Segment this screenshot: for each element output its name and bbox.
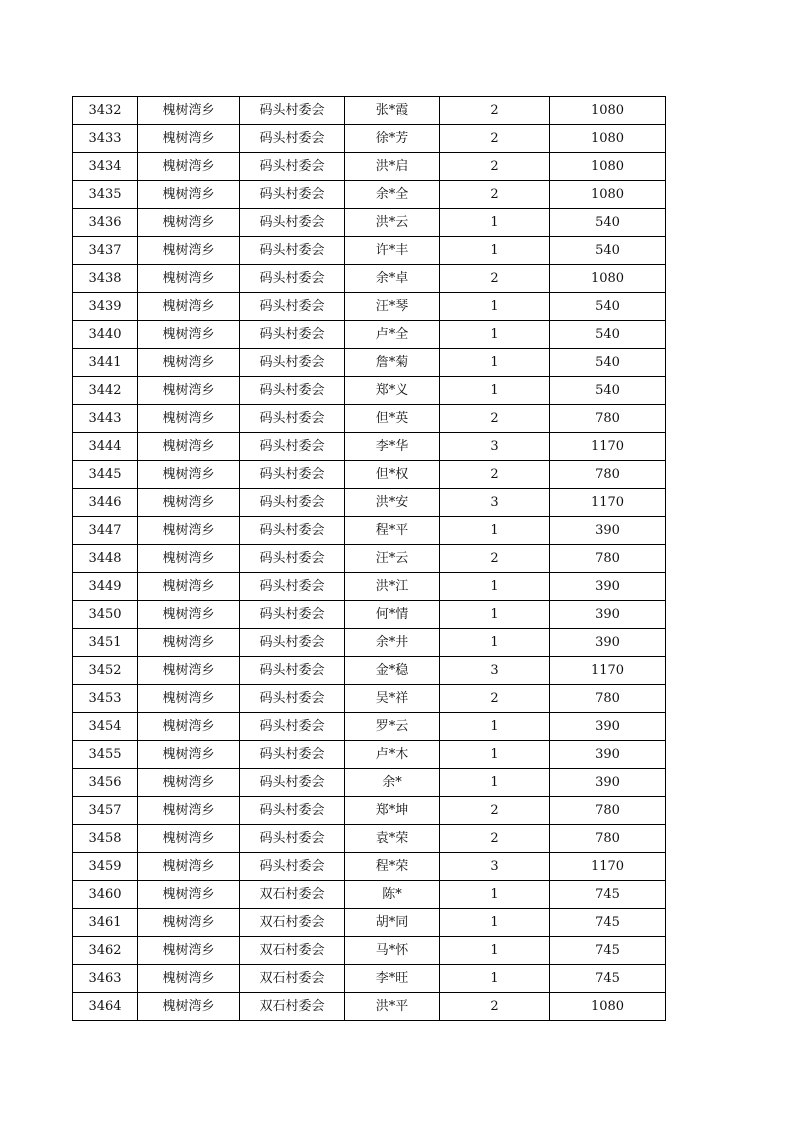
cell-amount: 780 xyxy=(550,825,666,853)
cell-amount: 390 xyxy=(550,601,666,629)
cell-name: 洪*安 xyxy=(345,489,440,517)
cell-village: 码头村委会 xyxy=(240,797,345,825)
cell-seq: 3445 xyxy=(73,461,138,489)
cell-seq: 3433 xyxy=(73,125,138,153)
table-row xyxy=(73,713,666,741)
cell-amount: 540 xyxy=(550,293,666,321)
cell-name: 汪*云 xyxy=(345,545,440,573)
cell-amount: 540 xyxy=(550,209,666,237)
cell-count: 3 xyxy=(440,853,550,881)
cell-town: 槐树湾乡 xyxy=(138,601,240,629)
cell-name: 程*平 xyxy=(345,517,440,545)
table-row xyxy=(73,881,666,909)
cell-name: 郑*义 xyxy=(345,377,440,405)
cell-village: 码头村委会 xyxy=(240,741,345,769)
table-row xyxy=(73,349,666,377)
cell-amount: 1080 xyxy=(550,265,666,293)
cell-count: 3 xyxy=(440,657,550,685)
cell-amount: 780 xyxy=(550,545,666,573)
cell-amount: 1080 xyxy=(550,181,666,209)
cell-count: 1 xyxy=(440,237,550,265)
cell-town: 槐树湾乡 xyxy=(138,293,240,321)
cell-seq: 3457 xyxy=(73,797,138,825)
cell-name: 洪*云 xyxy=(345,209,440,237)
cell-town: 槐树湾乡 xyxy=(138,489,240,517)
cell-seq: 3451 xyxy=(73,629,138,657)
cell-town: 槐树湾乡 xyxy=(138,321,240,349)
cell-amount: 390 xyxy=(550,573,666,601)
cell-seq: 3461 xyxy=(73,909,138,937)
table-row xyxy=(73,517,666,545)
cell-seq: 3447 xyxy=(73,517,138,545)
table-row xyxy=(73,909,666,937)
cell-town: 槐树湾乡 xyxy=(138,741,240,769)
cell-town: 槐树湾乡 xyxy=(138,517,240,545)
cell-count: 2 xyxy=(440,125,550,153)
cell-name: 徐*芳 xyxy=(345,125,440,153)
cell-seq: 3440 xyxy=(73,321,138,349)
cell-amount: 745 xyxy=(550,965,666,993)
cell-count: 2 xyxy=(440,181,550,209)
cell-amount: 390 xyxy=(550,741,666,769)
table-row xyxy=(73,237,666,265)
cell-town: 槐树湾乡 xyxy=(138,629,240,657)
table-row xyxy=(73,293,666,321)
table-row xyxy=(73,377,666,405)
cell-town: 槐树湾乡 xyxy=(138,797,240,825)
cell-seq: 3454 xyxy=(73,713,138,741)
cell-town: 槐树湾乡 xyxy=(138,461,240,489)
cell-amount: 1170 xyxy=(550,433,666,461)
cell-count: 3 xyxy=(440,433,550,461)
table-row xyxy=(73,265,666,293)
cell-town: 槐树湾乡 xyxy=(138,237,240,265)
cell-village: 码头村委会 xyxy=(240,321,345,349)
cell-seq: 3460 xyxy=(73,881,138,909)
table-row xyxy=(73,825,666,853)
table-row xyxy=(73,405,666,433)
cell-town: 槐树湾乡 xyxy=(138,965,240,993)
cell-count: 2 xyxy=(440,685,550,713)
table-row xyxy=(73,741,666,769)
cell-village: 码头村委会 xyxy=(240,405,345,433)
cell-name: 李*华 xyxy=(345,433,440,461)
cell-name: 詹*菊 xyxy=(345,349,440,377)
cell-village: 码头村委会 xyxy=(240,265,345,293)
cell-count: 2 xyxy=(440,461,550,489)
cell-count: 1 xyxy=(440,909,550,937)
cell-name: 李*旺 xyxy=(345,965,440,993)
table-row xyxy=(73,993,666,1021)
table-row xyxy=(73,321,666,349)
cell-name: 张*霞 xyxy=(345,97,440,125)
cell-town: 槐树湾乡 xyxy=(138,209,240,237)
cell-name: 郑*坤 xyxy=(345,797,440,825)
cell-name: 马*怀 xyxy=(345,937,440,965)
cell-seq: 3464 xyxy=(73,993,138,1021)
table-row xyxy=(73,433,666,461)
cell-count: 1 xyxy=(440,937,550,965)
cell-amount: 540 xyxy=(550,237,666,265)
cell-amount: 1080 xyxy=(550,993,666,1021)
cell-seq: 3448 xyxy=(73,545,138,573)
table-row xyxy=(73,853,666,881)
cell-town: 槐树湾乡 xyxy=(138,853,240,881)
cell-village: 码头村委会 xyxy=(240,181,345,209)
cell-name: 程*荣 xyxy=(345,853,440,881)
cell-village: 码头村委会 xyxy=(240,433,345,461)
cell-count: 2 xyxy=(440,153,550,181)
cell-town: 槐树湾乡 xyxy=(138,153,240,181)
cell-village: 码头村委会 xyxy=(240,349,345,377)
table-row xyxy=(73,937,666,965)
cell-town: 槐树湾乡 xyxy=(138,769,240,797)
table-row xyxy=(73,629,666,657)
cell-name: 陈* xyxy=(345,881,440,909)
cell-village: 码头村委会 xyxy=(240,237,345,265)
cell-seq: 3459 xyxy=(73,853,138,881)
cell-count: 1 xyxy=(440,601,550,629)
cell-village: 双石村委会 xyxy=(240,993,345,1021)
cell-village: 码头村委会 xyxy=(240,573,345,601)
cell-village: 码头村委会 xyxy=(240,713,345,741)
cell-name: 汪*琴 xyxy=(345,293,440,321)
cell-amount: 1080 xyxy=(550,153,666,181)
cell-village: 码头村委会 xyxy=(240,853,345,881)
cell-amount: 780 xyxy=(550,797,666,825)
cell-village: 码头村委会 xyxy=(240,293,345,321)
cell-seq: 3453 xyxy=(73,685,138,713)
cell-amount: 745 xyxy=(550,909,666,937)
cell-seq: 3441 xyxy=(73,349,138,377)
cell-village: 码头村委会 xyxy=(240,209,345,237)
cell-village: 码头村委会 xyxy=(240,685,345,713)
cell-amount: 780 xyxy=(550,405,666,433)
cell-town: 槐树湾乡 xyxy=(138,713,240,741)
cell-town: 槐树湾乡 xyxy=(138,181,240,209)
cell-count: 1 xyxy=(440,321,550,349)
cell-town: 槐树湾乡 xyxy=(138,993,240,1021)
table-row xyxy=(73,797,666,825)
cell-seq: 3462 xyxy=(73,937,138,965)
cell-amount: 780 xyxy=(550,685,666,713)
table-row xyxy=(73,209,666,237)
cell-count: 1 xyxy=(440,517,550,545)
cell-amount: 745 xyxy=(550,881,666,909)
cell-seq: 3458 xyxy=(73,825,138,853)
cell-village: 码头村委会 xyxy=(240,629,345,657)
cell-count: 2 xyxy=(440,825,550,853)
cell-village: 双石村委会 xyxy=(240,881,345,909)
cell-name: 但*英 xyxy=(345,405,440,433)
cell-seq: 3437 xyxy=(73,237,138,265)
cell-seq: 3455 xyxy=(73,741,138,769)
cell-town: 槐树湾乡 xyxy=(138,97,240,125)
cell-amount: 1170 xyxy=(550,657,666,685)
cell-amount: 780 xyxy=(550,461,666,489)
cell-count: 2 xyxy=(440,797,550,825)
table-row xyxy=(73,545,666,573)
cell-seq: 3463 xyxy=(73,965,138,993)
cell-count: 1 xyxy=(440,881,550,909)
cell-name: 但*权 xyxy=(345,461,440,489)
cell-seq: 3439 xyxy=(73,293,138,321)
cell-village: 码头村委会 xyxy=(240,517,345,545)
cell-town: 槐树湾乡 xyxy=(138,909,240,937)
cell-seq: 3442 xyxy=(73,377,138,405)
cell-village: 码头村委会 xyxy=(240,825,345,853)
cell-count: 1 xyxy=(440,741,550,769)
cell-amount: 540 xyxy=(550,321,666,349)
cell-name: 余* xyxy=(345,769,440,797)
cell-count: 1 xyxy=(440,965,550,993)
table-row xyxy=(73,97,666,125)
cell-amount: 745 xyxy=(550,937,666,965)
cell-village: 码头村委会 xyxy=(240,461,345,489)
cell-town: 槐树湾乡 xyxy=(138,545,240,573)
cell-name: 袁*荣 xyxy=(345,825,440,853)
cell-amount: 390 xyxy=(550,713,666,741)
cell-count: 1 xyxy=(440,349,550,377)
table-row xyxy=(73,601,666,629)
roster-table-body xyxy=(73,97,666,1021)
cell-count: 2 xyxy=(440,97,550,125)
cell-village: 码头村委会 xyxy=(240,545,345,573)
cell-village: 码头村委会 xyxy=(240,377,345,405)
cell-count: 2 xyxy=(440,265,550,293)
cell-name: 胡*同 xyxy=(345,909,440,937)
cell-town: 槐树湾乡 xyxy=(138,265,240,293)
cell-name: 余*全 xyxy=(345,181,440,209)
cell-seq: 3432 xyxy=(73,97,138,125)
cell-count: 3 xyxy=(440,489,550,517)
cell-town: 槐树湾乡 xyxy=(138,433,240,461)
cell-town: 槐树湾乡 xyxy=(138,881,240,909)
table-row xyxy=(73,125,666,153)
cell-count: 1 xyxy=(440,713,550,741)
cell-count: 2 xyxy=(440,545,550,573)
table-row xyxy=(73,489,666,517)
cell-count: 1 xyxy=(440,769,550,797)
cell-town: 槐树湾乡 xyxy=(138,573,240,601)
cell-seq: 3456 xyxy=(73,769,138,797)
cell-village: 码头村委会 xyxy=(240,489,345,517)
cell-town: 槐树湾乡 xyxy=(138,657,240,685)
cell-name: 卢*全 xyxy=(345,321,440,349)
cell-name: 吴*祥 xyxy=(345,685,440,713)
cell-name: 许*丰 xyxy=(345,237,440,265)
cell-count: 2 xyxy=(440,993,550,1021)
cell-name: 罗*云 xyxy=(345,713,440,741)
cell-seq: 3436 xyxy=(73,209,138,237)
table-row xyxy=(73,181,666,209)
cell-seq: 3444 xyxy=(73,433,138,461)
cell-name: 卢*木 xyxy=(345,741,440,769)
cell-village: 双石村委会 xyxy=(240,909,345,937)
cell-count: 1 xyxy=(440,573,550,601)
table-row xyxy=(73,685,666,713)
cell-seq: 3452 xyxy=(73,657,138,685)
table-row xyxy=(73,461,666,489)
table-row xyxy=(73,769,666,797)
cell-town: 槐树湾乡 xyxy=(138,125,240,153)
cell-name: 洪*启 xyxy=(345,153,440,181)
cell-seq: 3446 xyxy=(73,489,138,517)
cell-village: 码头村委会 xyxy=(240,125,345,153)
cell-amount: 1170 xyxy=(550,489,666,517)
cell-count: 1 xyxy=(440,629,550,657)
cell-town: 槐树湾乡 xyxy=(138,825,240,853)
cell-town: 槐树湾乡 xyxy=(138,937,240,965)
cell-count: 2 xyxy=(440,405,550,433)
cell-amount: 390 xyxy=(550,517,666,545)
cell-seq: 3434 xyxy=(73,153,138,181)
cell-town: 槐树湾乡 xyxy=(138,349,240,377)
cell-town: 槐树湾乡 xyxy=(138,405,240,433)
cell-name: 余*井 xyxy=(345,629,440,657)
cell-village: 码头村委会 xyxy=(240,601,345,629)
cell-amount: 1080 xyxy=(550,125,666,153)
cell-village: 双石村委会 xyxy=(240,965,345,993)
roster-table xyxy=(72,96,666,1021)
cell-amount: 390 xyxy=(550,629,666,657)
table-row xyxy=(73,657,666,685)
cell-amount: 540 xyxy=(550,377,666,405)
cell-seq: 3450 xyxy=(73,601,138,629)
table-row xyxy=(73,573,666,601)
cell-village: 码头村委会 xyxy=(240,153,345,181)
cell-name: 何*情 xyxy=(345,601,440,629)
cell-amount: 540 xyxy=(550,349,666,377)
table-row xyxy=(73,153,666,181)
cell-name: 余*卓 xyxy=(345,265,440,293)
cell-amount: 1170 xyxy=(550,853,666,881)
cell-village: 码头村委会 xyxy=(240,657,345,685)
cell-village: 双石村委会 xyxy=(240,937,345,965)
table-row xyxy=(73,965,666,993)
cell-seq: 3435 xyxy=(73,181,138,209)
cell-town: 槐树湾乡 xyxy=(138,685,240,713)
cell-amount: 1080 xyxy=(550,97,666,125)
cell-count: 1 xyxy=(440,377,550,405)
cell-name: 金*稳 xyxy=(345,657,440,685)
cell-count: 1 xyxy=(440,209,550,237)
cell-town: 槐树湾乡 xyxy=(138,377,240,405)
cell-seq: 3449 xyxy=(73,573,138,601)
cell-count: 1 xyxy=(440,293,550,321)
cell-seq: 3443 xyxy=(73,405,138,433)
cell-village: 码头村委会 xyxy=(240,97,345,125)
cell-seq: 3438 xyxy=(73,265,138,293)
cell-village: 码头村委会 xyxy=(240,769,345,797)
cell-name: 洪*江 xyxy=(345,573,440,601)
cell-amount: 390 xyxy=(550,769,666,797)
cell-name: 洪*平 xyxy=(345,993,440,1021)
